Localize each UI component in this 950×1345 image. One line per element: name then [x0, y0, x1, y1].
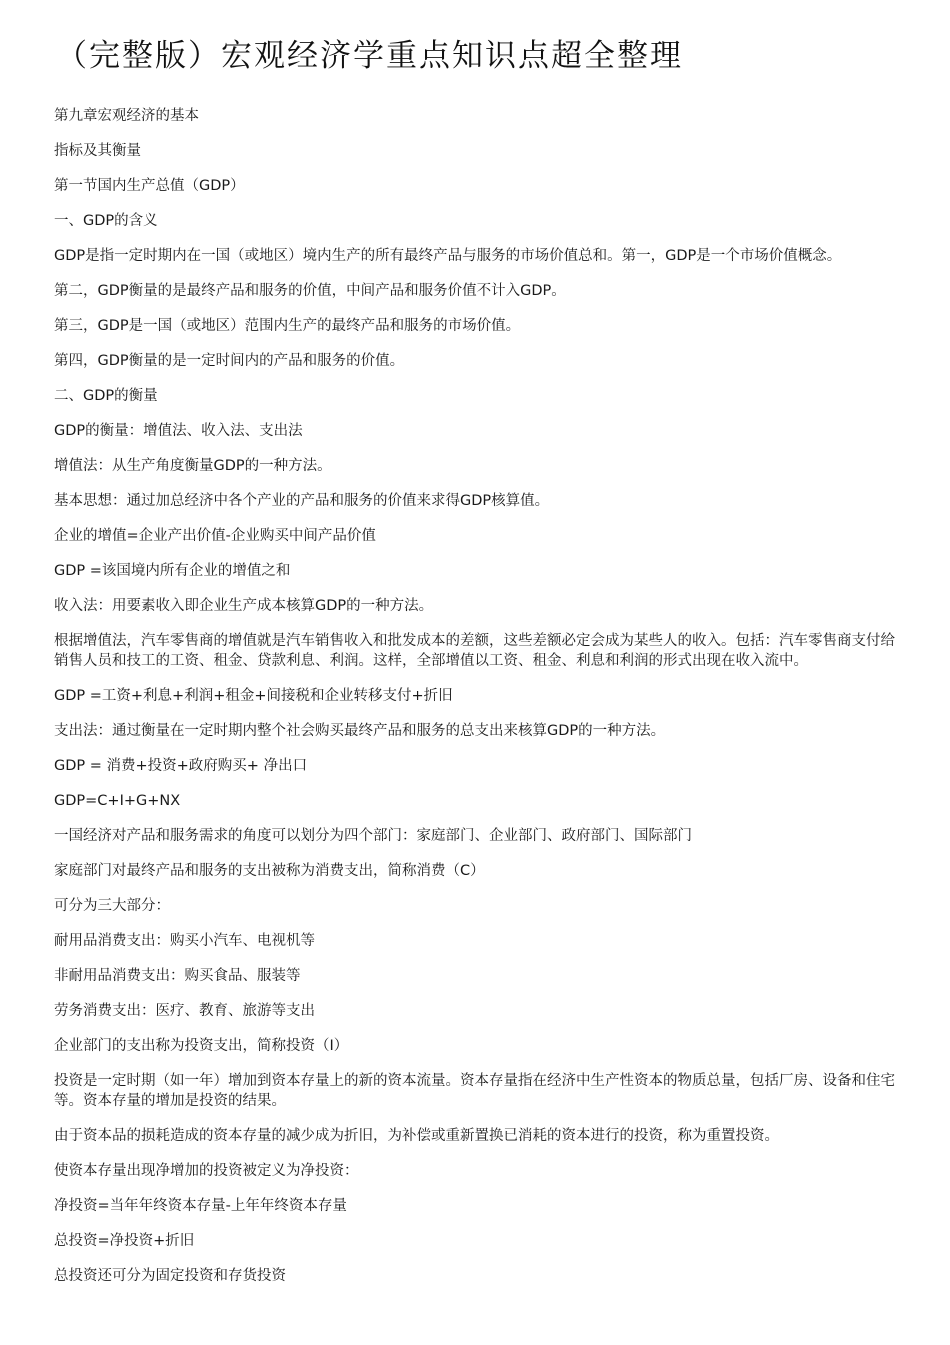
paragraph: 使资本存量出现净增加的投资被定义为净投资：: [54, 1163, 359, 1179]
paragraph: 第四，GDP衡量的是一定时间内的产品和服务的价值。: [54, 353, 405, 369]
formula-line: 总投资=净投资+折旧: [54, 1233, 195, 1249]
paragraph: 增值法：从生产角度衡量GDP的一种方法。: [54, 458, 332, 474]
paragraph: GDP的衡量：增值法、收入法、支出法: [54, 423, 303, 439]
paragraph: 家庭部门对最终产品和服务的支出被称为消费支出，简称消费（C）: [54, 863, 485, 879]
section-heading: 第一节国内生产总值（GDP）: [54, 178, 245, 194]
paragraph: 第三，GDP是一国（或地区）范围内生产的最终产品和服务的市场价值。: [54, 318, 521, 334]
paragraph: 收入法：用要素收入即企业生产成本核算GDP的一种方法。: [54, 598, 434, 614]
chapter-heading: 第九章宏观经济的基本: [54, 108, 199, 124]
paragraph: 耐用品消费支出：购买小汽车、电视机等: [54, 933, 315, 949]
formula-line: GDP =工资+利息+利润+租金+间接税和企业转移支付+折旧: [54, 688, 453, 704]
paragraph: 可分为三大部分：: [54, 898, 170, 914]
formula-line: GDP=C+I+G+NX: [54, 793, 181, 809]
subsection-heading: 二、GDP的衡量: [54, 388, 158, 404]
paragraph: 非耐用品消费支出：购买食品、服装等: [54, 968, 301, 984]
paragraph: 根据增值法，汽车零售商的增值就是汽车销售收入和批发成本的差额，这些差额必定会成为某些人的收入。包括：汽车零售商支付给销售人员和技工的工资、租金、贷款利息、利润。这样，全部增值以工资、租金、利息和利润的形式出现在收入流中。: [54, 633, 895, 669]
subsection-heading: 一、GDP的含义: [54, 213, 158, 229]
paragraph: 第二，GDP衡量的是最终产品和服务的价值，中间产品和服务价值不计入GDP。: [54, 283, 566, 299]
formula-line: GDP = 消费+投资+政府购买+ 净出口: [54, 758, 308, 774]
formula-line: 企业的增值=企业产出价值-企业购买中间产品价值: [54, 528, 376, 544]
paragraph: 支出法：通过衡量在一定时期内整个社会购买最终产品和服务的总支出来核算GDP的一种方法。: [54, 723, 666, 739]
paragraph: 基本思想：通过加总经济中各个产业的产品和服务的价值来求得GDP核算值。: [54, 493, 550, 509]
paragraph: 由于资本品的损耗造成的资本存量的减少成为折旧，为补偿或重新置换已消耗的资本进行的投资，称为重置投资。: [54, 1128, 779, 1144]
formula-line: GDP =该国境内所有企业的增值之和: [54, 563, 291, 579]
paragraph: 总投资还可分为固定投资和存货投资: [54, 1268, 286, 1284]
document-body: [54, 106, 904, 1286]
paragraph: GDP是指一定时期内在一国（或地区）境内生产的所有最终产品与服务的市场价值总和。第一，GDP是一个市场价值概念。: [54, 248, 842, 264]
formula-line: 净投资=当年年终资本存量-上年年终资本存量: [54, 1198, 347, 1214]
chapter-subheading: 指标及其衡量: [54, 143, 141, 159]
paragraph: 一国经济对产品和服务需求的角度可以划分为四个部门：家庭部门、企业部门、政府部门、国际部门: [54, 828, 692, 844]
paragraph: 企业部门的支出称为投资支出，简称投资（I）: [54, 1038, 349, 1054]
paragraph: 劳务消费支出：医疗、教育、旅游等支出: [54, 1003, 315, 1019]
document-title: （完整版）宏观经济学重点知识点超全整理: [56, 38, 683, 74]
paragraph: 投资是一定时期（如一年）增加到资本存量上的新的资本流量。资本存量指在经济中生产性资本的物质总量，包括厂房、设备和住宅等。资本存量的增加是投资的结果。: [54, 1073, 895, 1109]
